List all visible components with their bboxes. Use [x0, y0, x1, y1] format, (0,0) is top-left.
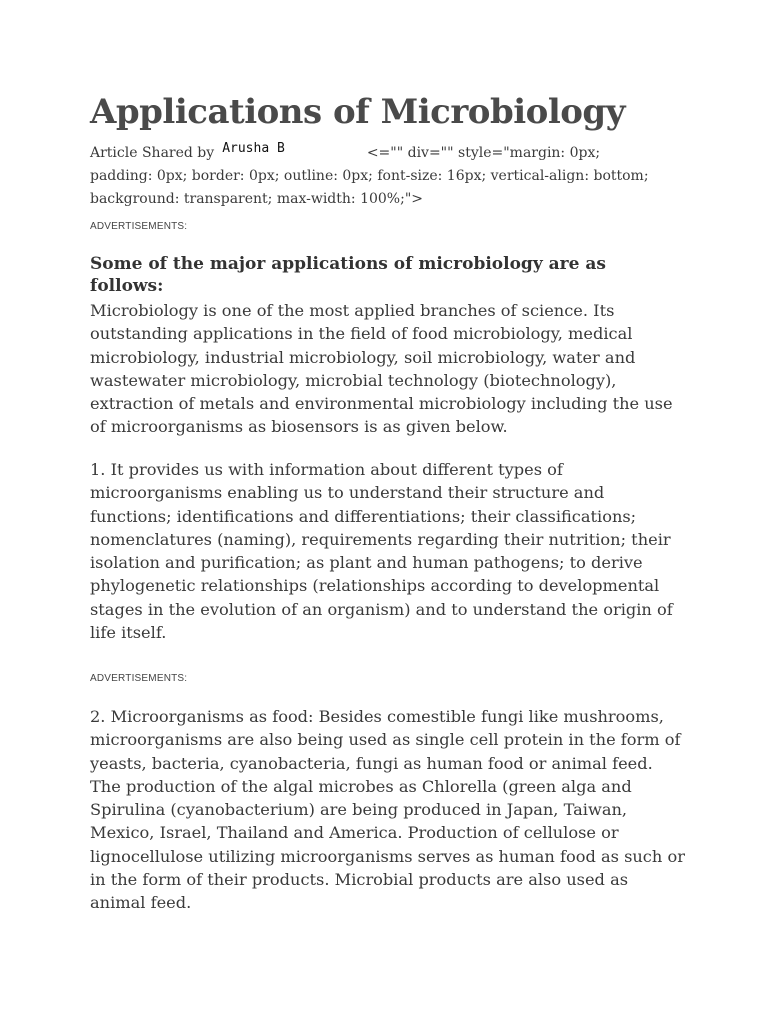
- stray-markup-text: <="" div="" style="margin: 0px; padding: 0px; border: 0px; outline: 0px; font-size: 16px; vertical-align: bottom; background: transparent; max-width: 100%;">: [90, 145, 649, 207]
- section-heading: Some of the major applications of microbiology are as follows:: [90, 254, 606, 296]
- byline: [90, 142, 660, 211]
- advertisement-label: ADVERTISEMENTS:: [90, 221, 188, 232]
- author-name[interactable]: Arusha B: [222, 141, 285, 156]
- point-1-paragraph: 1. It provides us with information about different types of microorganisms enabling us to understand their structure and functions; identifications and differentiations; their classifications; nomenclatures (naming), requirements regarding their nutrition; their isolation and purification; as plant and human pathogens; to derive phylogenetic relationships (relationships according to developmental stages in the evolution of an organism) and to understand the origin of life itself.: [90, 460, 673, 643]
- byline-prefix: Article Shared by: [90, 145, 215, 161]
- intro-paragraph: Microbiology is one of the most applied branches of science. Its outstanding applications in the field of food microbiology, medical microbiology, industrial microbiology, soil microbiology, water and wastewater microbiology, microbial technology (biotechnology), extraction of metals and environmental microbiology including the use of microorganisms as biosensors is as given below.: [90, 301, 673, 437]
- article-title: Applications of Microbiology: [90, 92, 625, 132]
- advertisement-label: ADVERTISEMENTS:: [90, 673, 188, 684]
- point-2-paragraph: 2. Microorganisms as food: Besides comestible fungi like mushrooms, microorganisms are also being used as single cell protein in the form of yeasts, bacteria, cyanobacteria, fungi as human food or animal feed. The production of the algal microbes as Chlorella (green alga and Spirulina (cyanobacterium) are being produced in Japan, Taiwan, Mexico, Israel, Thailand and America. Production of cellulose or lignocellulose utilizing microorganisms serves as human food as such or in the form of their products. Microbial products are also used as animal feed.: [90, 707, 685, 913]
